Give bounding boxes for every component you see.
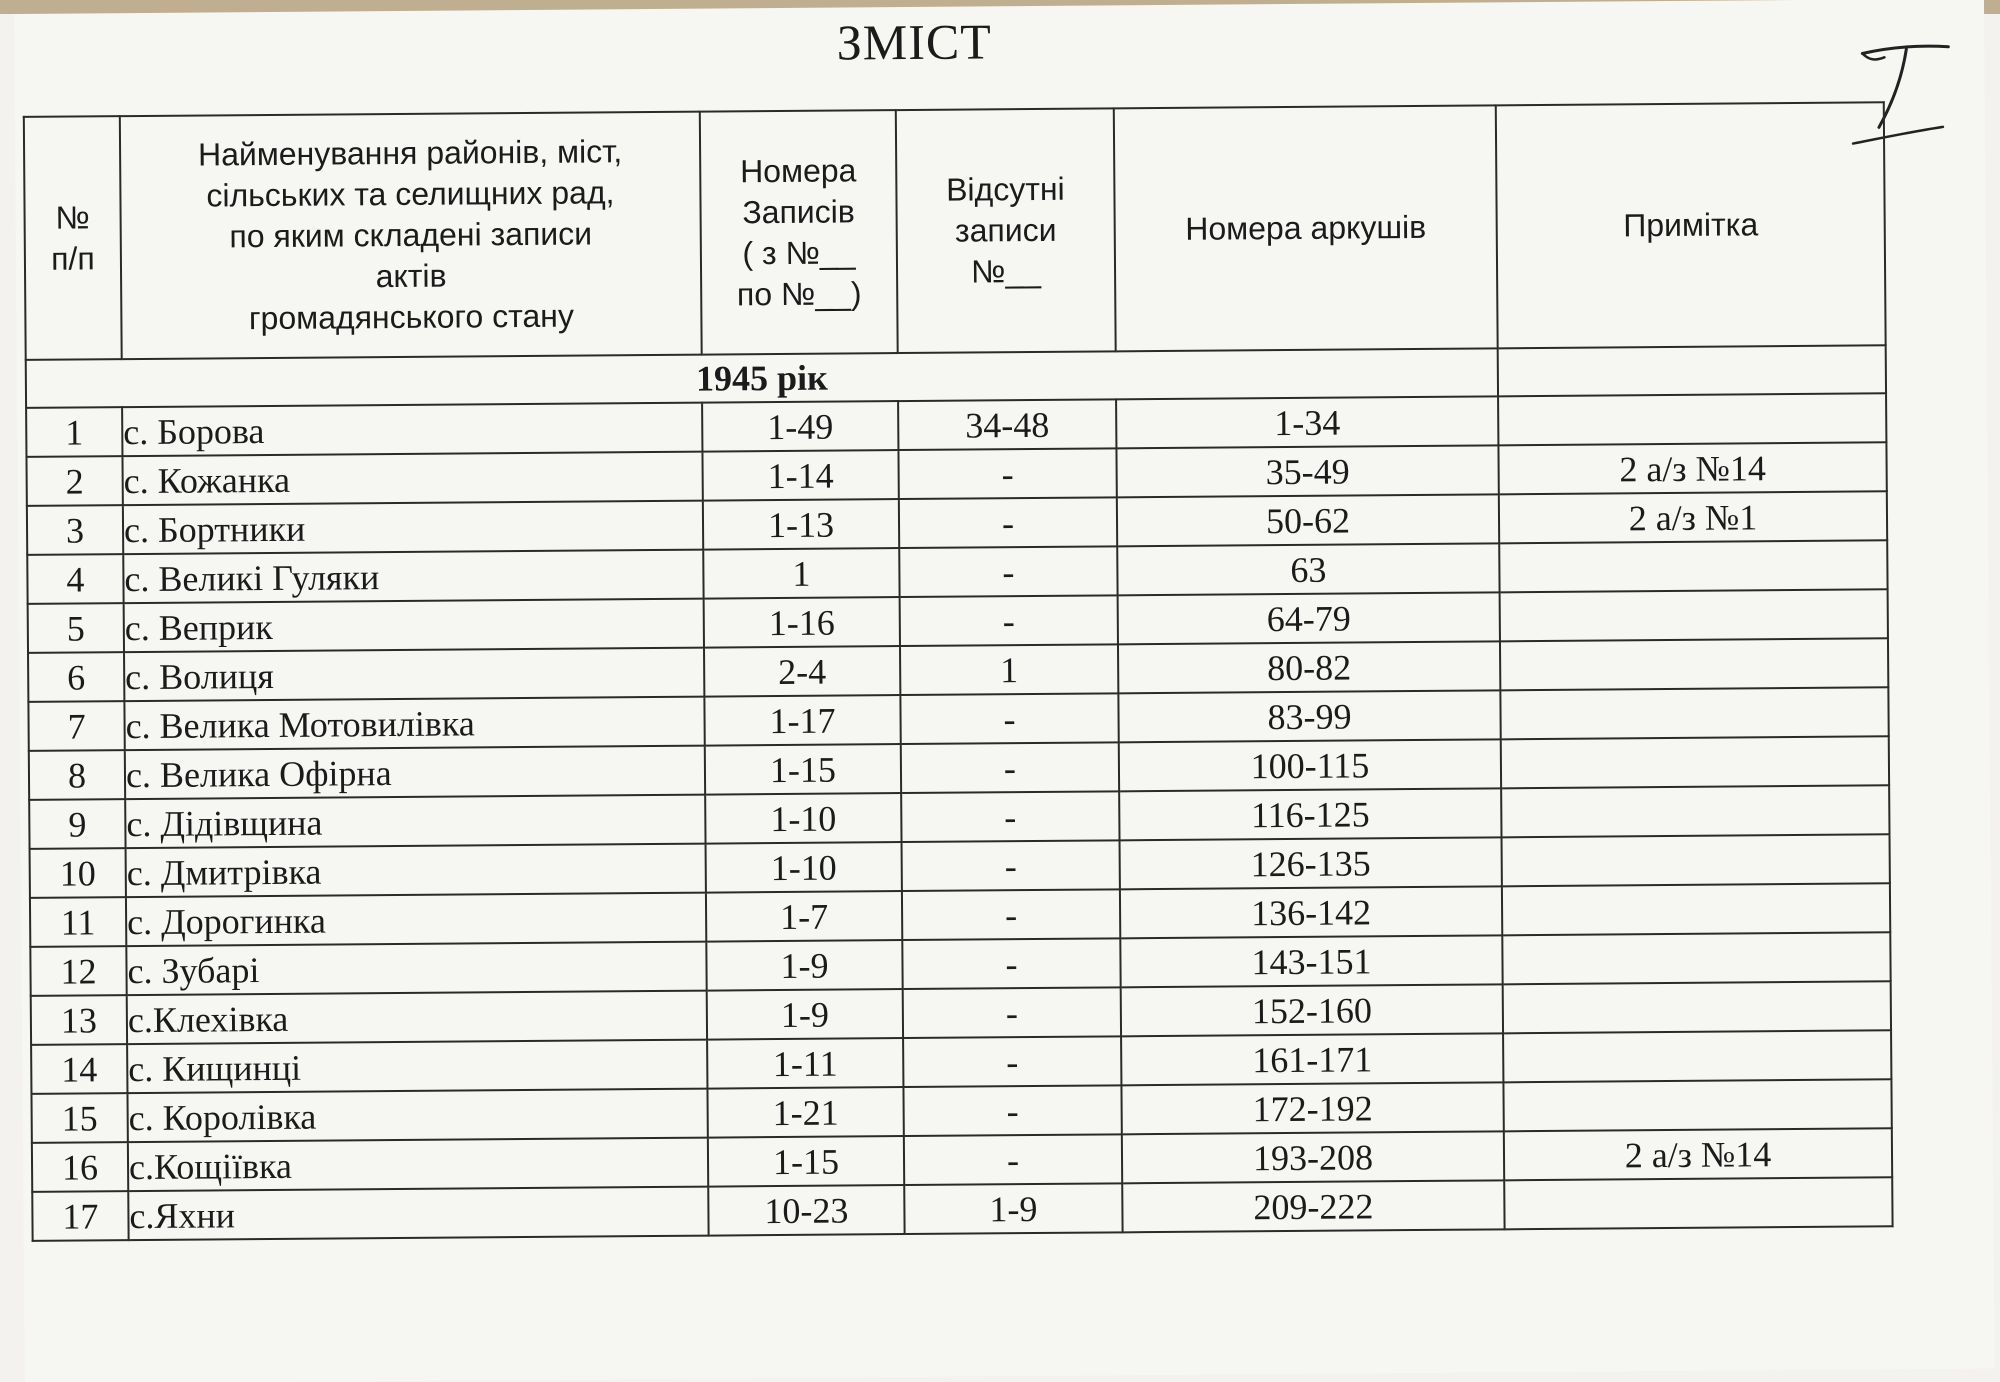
- row-note: [1501, 785, 1889, 837]
- row-name: с.Кощіївка: [128, 1138, 708, 1192]
- row-records: 1-21: [707, 1087, 903, 1138]
- row-number: 9: [29, 799, 125, 849]
- row-note: [1501, 736, 1889, 788]
- row-sheets: 161-171: [1121, 1033, 1503, 1085]
- row-note: [1503, 1030, 1891, 1082]
- header-sheets-line: Номера аркушів: [1185, 208, 1427, 247]
- row-records: 1-9: [706, 940, 902, 991]
- row-number: 11: [30, 897, 126, 947]
- row-number: 10: [30, 848, 126, 898]
- row-missing: -: [900, 595, 1118, 646]
- row-missing: 1: [900, 644, 1118, 695]
- row-name: с. Волиця: [124, 648, 704, 702]
- row-missing: -: [899, 497, 1117, 548]
- header-note-line: Примітка: [1623, 206, 1759, 244]
- header-name-line: громадянського стану: [248, 297, 575, 337]
- row-number: 16: [32, 1142, 128, 1192]
- header-num-line: п/п: [50, 239, 95, 277]
- row-missing: -: [902, 938, 1120, 989]
- row-records: 1-9: [707, 989, 903, 1040]
- row-note: [1504, 1177, 1892, 1229]
- row-records: 1-10: [706, 842, 902, 893]
- row-note: [1500, 687, 1888, 739]
- row-records: 1-10: [705, 793, 901, 844]
- row-sheets: 143-151: [1120, 935, 1502, 987]
- row-name: с. Зубарі: [126, 942, 706, 996]
- row-name: с. Бортники: [123, 501, 703, 555]
- header-missing: [896, 108, 1116, 353]
- row-note: 2 а/з №1: [1499, 491, 1887, 543]
- row-name: с. Кожанка: [122, 452, 702, 506]
- row-note: [1503, 1079, 1891, 1131]
- row-sheets: 100-115: [1119, 739, 1501, 791]
- row-name: с.Яхни: [128, 1187, 708, 1241]
- row-number: 1: [26, 407, 122, 457]
- row-records: 1-11: [707, 1038, 903, 1089]
- row-note: 2 а/з №14: [1504, 1128, 1892, 1180]
- header-num-line: №: [55, 198, 90, 236]
- row-records: 1-49: [702, 401, 898, 452]
- row-name: с. Борова: [122, 403, 702, 457]
- row-sheets: 152-160: [1121, 984, 1503, 1036]
- row-sheets: 126-135: [1120, 837, 1502, 889]
- header-missing-line: записи: [954, 211, 1057, 249]
- row-missing: -: [902, 889, 1120, 940]
- row-note: [1503, 981, 1891, 1033]
- header-missing-line: №__: [970, 252, 1042, 290]
- row-sheets: 50-62: [1117, 494, 1499, 546]
- row-number: 15: [31, 1093, 127, 1143]
- row-note: [1500, 638, 1888, 690]
- header-records-line: Номера: [739, 151, 857, 189]
- header-name-line: Найменування районів, міст,: [197, 133, 623, 173]
- header-row: [24, 102, 1886, 360]
- contents-table: [23, 101, 1894, 1242]
- row-sheets: 64-79: [1118, 592, 1500, 644]
- row-number: 4: [27, 554, 123, 604]
- row-missing: -: [902, 840, 1120, 891]
- row-missing: -: [903, 987, 1121, 1038]
- row-number: 12: [30, 946, 126, 996]
- row-number: 14: [31, 1044, 127, 1094]
- row-sheets: 136-142: [1120, 886, 1502, 938]
- row-number: 8: [29, 750, 125, 800]
- header-sheets: [1114, 105, 1498, 351]
- row-note: [1502, 883, 1890, 935]
- row-sheets: 1-34: [1116, 396, 1498, 448]
- row-name: с. Великі Гуляки: [123, 550, 703, 604]
- row-sheets: 83-99: [1118, 690, 1500, 742]
- row-name: с. Кищинці: [127, 1040, 707, 1094]
- row-missing: 34-48: [898, 399, 1116, 450]
- row-missing: 1-9: [904, 1183, 1122, 1234]
- row-missing: -: [900, 693, 1118, 744]
- row-sheets: 209-222: [1122, 1180, 1504, 1232]
- row-note: [1499, 540, 1887, 592]
- row-records: 1-15: [705, 744, 901, 795]
- row-records: 2-4: [704, 646, 900, 697]
- page-title: ЗМІСТ: [836, 13, 992, 71]
- header-name: [120, 112, 702, 360]
- row-records: 1-16: [704, 597, 900, 648]
- row-sheets: 80-82: [1118, 641, 1500, 693]
- row-name: с. Веприк: [124, 599, 704, 653]
- row-number: 2: [26, 456, 122, 506]
- header-records: [700, 110, 898, 355]
- row-missing: -: [903, 1036, 1121, 1087]
- row-missing: -: [903, 1085, 1121, 1136]
- row-records: 1-13: [703, 499, 899, 550]
- header-records-line: ( з №__: [742, 233, 856, 271]
- paper-sheet: [14, 0, 1995, 1382]
- row-name: с. Дорогинка: [126, 893, 706, 947]
- row-number: 13: [31, 995, 127, 1045]
- row-missing: -: [901, 791, 1119, 842]
- row-sheets: 35-49: [1116, 445, 1498, 497]
- row-number: 5: [28, 603, 124, 653]
- header-name-line: по яким складені записи: [229, 215, 593, 255]
- row-number: 7: [28, 701, 124, 751]
- row-note: [1502, 932, 1890, 984]
- row-name: с. Велика Мотовилівка: [124, 697, 704, 751]
- row-records: 1-15: [708, 1136, 904, 1187]
- row-number: 3: [27, 505, 123, 555]
- row-name: с. Велика Офірна: [125, 746, 705, 800]
- row-sheets: 193-208: [1122, 1131, 1504, 1183]
- row-records: 1-7: [706, 891, 902, 942]
- row-number: 17: [32, 1191, 128, 1241]
- row-missing: -: [901, 742, 1119, 793]
- row-name: с.Клехівка: [127, 991, 707, 1045]
- row-note: [1502, 834, 1890, 886]
- header-records-line: по №__): [736, 274, 862, 312]
- header-records-line: Записів: [742, 192, 855, 230]
- row-name: с. Дмитрівка: [126, 844, 706, 898]
- header-note: [1496, 102, 1886, 348]
- row-sheets: 116-125: [1119, 788, 1501, 840]
- header-name-line: сільських та селищних рад,: [206, 174, 615, 214]
- row-note: [1500, 589, 1888, 641]
- row-note: [1498, 393, 1886, 445]
- row-records: 1-14: [702, 450, 898, 501]
- year-note-cell: [1498, 345, 1886, 396]
- row-note: 2 а/з №14: [1498, 442, 1886, 494]
- row-missing: -: [899, 546, 1117, 597]
- row-name: с. Королівка: [127, 1089, 707, 1143]
- year-label: 1945 рік: [26, 348, 1498, 408]
- row-records: 10-23: [708, 1185, 904, 1236]
- row-sheets: 172-192: [1121, 1082, 1503, 1134]
- header-num: [24, 116, 122, 360]
- row-records: 1: [703, 548, 899, 599]
- header-missing-line: Відсутні: [945, 170, 1065, 208]
- row-sheets: 63: [1117, 543, 1499, 595]
- row-missing: -: [898, 448, 1116, 499]
- row-name: с. Дідівщина: [125, 795, 705, 849]
- row-number: 6: [28, 652, 124, 702]
- row-missing: -: [904, 1134, 1122, 1185]
- header-name-line: актів: [375, 257, 447, 295]
- row-records: 1-17: [704, 695, 900, 746]
